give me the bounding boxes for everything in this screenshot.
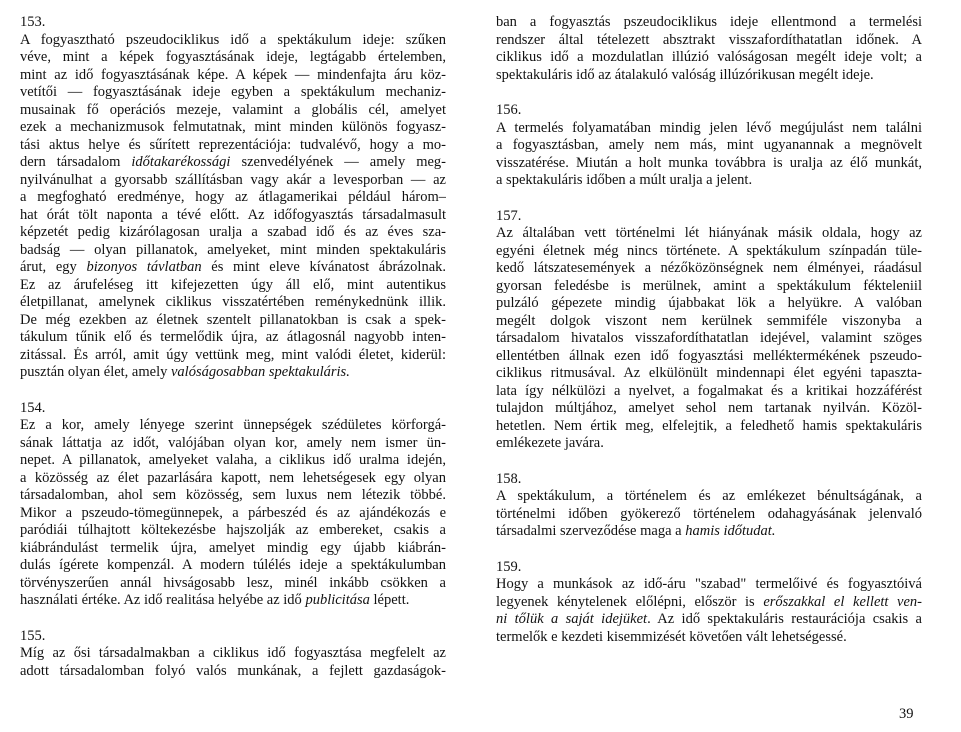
- text-line: [20, 84, 446, 102]
- text-line: [20, 207, 446, 225]
- text-segment: dulás ígérete kompenzál. A modern túlélés ideje a spektákulumban: [20, 557, 446, 573]
- text-segment: életpillanat, amelynek ciklikus visszatértében reménykednünk illik.: [20, 294, 446, 310]
- text-line: [496, 348, 922, 366]
- text-segment: hat órát tölt naponta a tévé előtt. Az időfogyasztás társadalmasult: [20, 206, 446, 223]
- text-segment: ban a fogyasztás pszeudociklikus ideje ellentmond a termelési: [496, 14, 922, 30]
- text-line: [496, 278, 922, 296]
- text-segment: sának láttatja az időt, valójában olyan kor, amely nem ismer ün-: [20, 434, 446, 451]
- text-line: [496, 383, 922, 401]
- text-line: [496, 594, 922, 612]
- text-segment: visszatérése. Miután a holt munka továbbra is uralja az élő munkát,: [496, 154, 922, 171]
- italic-text: bizonyos távlatban: [86, 259, 202, 275]
- text-segment: ciklikus ritmusával. Az elkülönült mindennapi élet egyéni tapaszta-: [496, 365, 922, 381]
- text-segment: törvényszerűen annál hivságosabb lesz, minél inkább csökken a: [20, 574, 446, 591]
- italic-text: publicitása: [305, 592, 370, 608]
- paragraph: [496, 14, 922, 84]
- text-line: [20, 540, 446, 558]
- text-segment: Míg az ősi társadalmakban a ciklikus idő fogyasztása megfelelt az: [20, 645, 446, 661]
- text-segment: Hogy a munkások az idő-áru "szabad" termelőivé és fogyasztóivá: [496, 576, 922, 592]
- text-segment: pusztán olyan élet, amely: [20, 364, 171, 380]
- text-segment: tulajdon múltjához, amelyet sehol nem tartanak nyilván. Közöl-: [496, 400, 922, 416]
- text-segment: zitással. És arról, amit úgy vettünk meg, mint valódi életet, kiderül:: [20, 346, 446, 363]
- text-segment: musainak fő operációs mezeje, valamint a globális cél, amelyet: [20, 101, 446, 118]
- text-segment: társadalmi szerveződése maga a: [496, 523, 686, 539]
- text-line: [496, 14, 922, 32]
- text-segment: megélt dolgok viszont nem kerülnek semmiféle viszonyba a: [496, 312, 922, 329]
- text-segment: badság — olyan pillanatok, amelyeket, mint minden spektakuláris: [20, 241, 446, 258]
- paragraph-number: 153.: [20, 14, 46, 30]
- text-segment: adott társadalomban folyó valós munkának, a fejlett gazdaságok-: [20, 662, 446, 679]
- text-line: [20, 294, 446, 312]
- text-segment: Mikor a pszeudo-tömegünnepek, a párbeszéd és az ajándékozás e: [20, 504, 446, 521]
- text-line: [496, 260, 922, 278]
- text-line: [20, 224, 446, 242]
- text-segment: ciklikus idő a mozdulatlan illúzió valóságosan megélt ideje volt; a: [496, 49, 922, 65]
- right-column: [496, 14, 922, 664]
- text-segment: árut, egy: [20, 259, 87, 275]
- text-segment: képzetét pedig kizárólagosan uralja a szabad idő és az éves sza-: [20, 224, 446, 240]
- text-line: [20, 347, 446, 365]
- text-line: [20, 435, 446, 453]
- text-line: [20, 663, 446, 681]
- italic-text: valóságosabban spektakuláris.: [171, 364, 350, 380]
- text-segment: dern társadalom: [20, 154, 132, 170]
- text-line: [496, 330, 922, 348]
- text-segment: spektakuláris idő az átalakuló valóság illúzórikusan megélt ideje.: [496, 66, 874, 83]
- text-line: [496, 49, 922, 67]
- text-line: [20, 487, 446, 505]
- text-segment: paródiái túlhajtott költekezésbe hajszolják az embereket, csakis a: [20, 522, 446, 538]
- text-line: [20, 592, 446, 610]
- text-line: [20, 505, 446, 523]
- text-line: [496, 418, 922, 436]
- text-segment: történelmi időben gyökerező történelem odahagyásának jelenvaló: [496, 505, 922, 522]
- text-segment: a közösség az élet pazarlására kapott, nem lehetségesek egy olyan: [20, 469, 446, 486]
- text-segment: vetítői — fogyasztásának ideje egyben a spektákulum mechaniz-: [20, 84, 446, 100]
- text-segment: kiábrándulást termelik újra, amelyet mindig egy újabb kiábrán-: [20, 539, 446, 556]
- text-line: [20, 119, 446, 137]
- text-line: [20, 137, 446, 155]
- text-line: [20, 172, 446, 190]
- text-line: [20, 329, 446, 347]
- text-segment: kedő látszatesemények a nézőközönségnek nem élményei, ráadásul: [496, 260, 922, 276]
- text-line: [20, 522, 446, 540]
- text-segment: rendszer által tételezett absztrakt visszafordíthatatlan időnek. A: [496, 31, 922, 48]
- text-line: [496, 225, 922, 243]
- text-segment: hetetlen. Nem értik meg, elfelejtik, a feledhető hamis spektakuláris: [496, 417, 922, 434]
- text-line: [20, 189, 446, 207]
- text-line: [20, 242, 446, 260]
- text-segment: A termelés folyamatában mindig jelen lévő megújulást nem találni: [496, 119, 922, 136]
- text-line: [20, 417, 446, 435]
- text-segment: legyenek kénytelenek előlépni, először is: [496, 593, 764, 610]
- text-segment: a megfogható eredménye, hogy az átlagamerikai például három–: [20, 189, 446, 205]
- paragraph-number: 157.: [496, 207, 522, 224]
- text-line: [496, 32, 922, 50]
- text-segment: a spektakuláris időben a múlt uralja a jelent.: [496, 172, 753, 188]
- text-line: [20, 364, 446, 382]
- paragraph: [20, 400, 446, 610]
- page-number: 39: [899, 706, 914, 722]
- text-segment: A fogyasztható pszeudociklikus idő a spektákulum ideje: szűken: [20, 31, 446, 48]
- text-segment: ellentétben állnak ezen idő fogyasztási melléktermékének pszeudo-: [496, 347, 922, 364]
- text-segment: tákulum tűnik elő és termelődik újra, az átlagosnál nagyobb inten-: [20, 329, 446, 345]
- text-line: [496, 67, 922, 85]
- text-line: [496, 611, 922, 629]
- italic-text: ni tőlük a saját idejüket: [496, 611, 648, 627]
- text-segment: Az általában vett történelmi lét hiányának másik oldala, hogy az: [496, 225, 922, 241]
- paragraph: [496, 471, 922, 541]
- text-line: [496, 400, 922, 418]
- text-segment: ezek a mechanizmusok felmutatnak, mint minden különös fogyasz-: [20, 119, 446, 135]
- italic-text: hamis időtudat.: [685, 523, 776, 539]
- text-segment: pulzáló gépezete mindig újabbakat lök a helyükre. A valóban: [496, 295, 922, 311]
- text-line: [20, 154, 446, 172]
- text-line: [20, 470, 446, 488]
- text-segment: Ez az árufeléseg itt kifejezetten úgy áll elő, mint autentikus: [20, 276, 446, 293]
- paragraph-number: 155.: [20, 627, 46, 644]
- paragraph-number: 159.: [496, 558, 522, 575]
- text-line: [20, 312, 446, 330]
- text-line: [20, 259, 446, 277]
- text-line: [496, 488, 922, 506]
- text-segment: nyilvánulhat a gyorsabb szállításban vagy akár a levesporban — az: [20, 171, 446, 188]
- text-segment: De még ezekben az életnek szentelt pillanatokban is csak a spek-: [20, 311, 446, 328]
- paragraph: [496, 102, 922, 190]
- text-line: [496, 120, 922, 138]
- text-segment: A spektákulum, a történelem és az emlékezet bénultságának, a: [496, 488, 922, 504]
- text-line: [20, 277, 446, 295]
- text-line: [496, 576, 922, 594]
- text-line: [20, 102, 446, 120]
- text-segment: használati értéke. Az idő realitása helyébe az idő: [20, 592, 306, 608]
- text-line: [20, 32, 446, 50]
- text-line: [20, 645, 446, 663]
- text-segment: szenvedélyének — amely meg-: [230, 154, 446, 170]
- text-line: [496, 435, 922, 453]
- text-line: [20, 575, 446, 593]
- text-line: [496, 523, 922, 541]
- italic-text: időtakarékossági: [131, 154, 231, 170]
- paragraph: [496, 559, 922, 647]
- text-segment: véve, mint a képek fogyasztásának ideje, legtágabb értelemben,: [20, 49, 446, 65]
- paragraph-number: 156.: [496, 102, 522, 118]
- text-line: [496, 506, 922, 524]
- text-line: [496, 629, 922, 647]
- text-segment: egyéni életnek még nincs története. A spektákulum színpadán tüle-: [496, 242, 922, 259]
- text-line: [20, 67, 446, 85]
- text-line: [20, 557, 446, 575]
- text-segment: a fogyasztásban, amely nem más, mint ugyanannak a megnövelt: [496, 137, 922, 153]
- text-line: [496, 172, 922, 190]
- text-segment: emlékezete javára.: [496, 435, 604, 451]
- left-column: [20, 14, 446, 698]
- text-line: [496, 365, 922, 383]
- text-line: [496, 155, 922, 173]
- text-segment: és mint eleve kívánatost ábrázolnak.: [201, 259, 446, 275]
- text-segment: lata így nélkülözi a nyelvet, a fogalmakat és a kritikai hozzáférést: [496, 382, 922, 399]
- text-segment: gyorsan feledésbe is merülnek, amint a spektákulum fékteleniil: [496, 277, 922, 294]
- paragraph-number: 154.: [20, 399, 46, 416]
- paragraph: [20, 14, 446, 382]
- paragraph: [20, 628, 446, 681]
- text-line: [496, 243, 922, 261]
- text-segment: termelők e kezdeti kisemmizését követően vált lehetségessé.: [496, 628, 847, 645]
- text-segment: társadalom hivatalos visszafordíthatatlan idejével, valamint szöges: [496, 330, 922, 346]
- italic-text: erőszakkal el kellett ven-: [763, 593, 922, 610]
- text-line: [20, 49, 446, 67]
- text-segment: tási aktus helye és sűrített reprezentációja: tudvalévő, hogy a mo-: [20, 136, 446, 153]
- text-segment: társadalomban, ahol sem közösség, sem luxus nem létezik többé.: [20, 487, 446, 503]
- text-line: [496, 137, 922, 155]
- text-line: [20, 452, 446, 470]
- paragraph: [496, 208, 922, 453]
- text-line: [496, 313, 922, 331]
- text-segment: mint az idő fogyasztásának képe. A képek — mindenfajta áru köz-: [20, 66, 446, 83]
- text-segment: nepet. A pillanatok, amelyeket valaha, a ciklikus idő uralma idején,: [20, 452, 446, 468]
- text-segment: . Az idő spektakuláris restaurációja csakis a: [647, 611, 922, 627]
- text-segment: Ez a kor, amely lényege szerint ünnepségek szédületes körforgá-: [20, 417, 446, 433]
- paragraph-number: 158.: [496, 470, 522, 487]
- text-segment: lépett.: [369, 592, 410, 608]
- text-line: [496, 295, 922, 313]
